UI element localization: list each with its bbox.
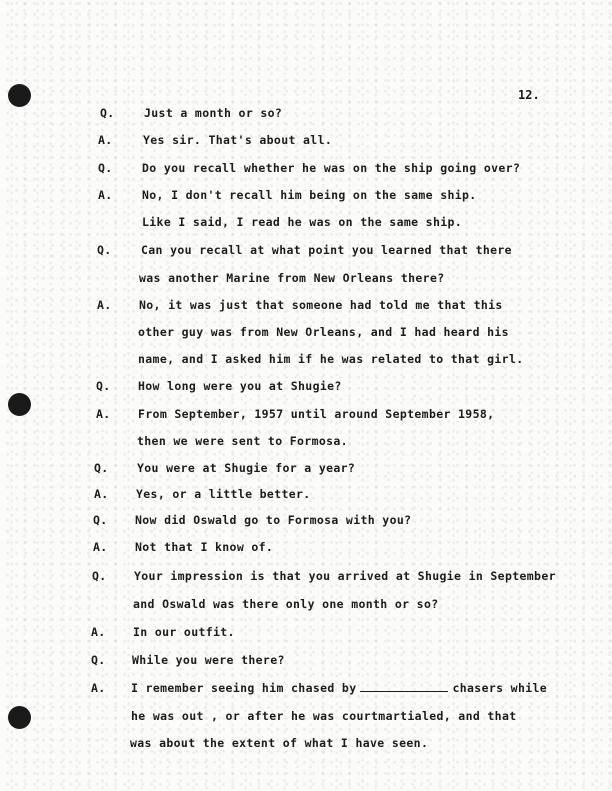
speaker-label: Q. xyxy=(94,461,109,475)
line-text: name, and I asked him if he was related to that girl. xyxy=(138,352,524,366)
line-text: In our outfit. xyxy=(133,625,235,639)
binder-hole xyxy=(8,84,31,107)
speaker-label: A. xyxy=(98,188,113,202)
line-text-before-blank: I remember seeing him chased by xyxy=(131,681,357,695)
speaker-label: A. xyxy=(98,133,113,147)
speaker-label: A. xyxy=(97,298,112,312)
line-text: Can you recall at what point you learned that there xyxy=(141,243,512,257)
line-text: Not that I know of. xyxy=(135,540,274,554)
speaker-label: A. xyxy=(91,625,106,639)
line-text: How long were you at Shugie? xyxy=(138,379,342,393)
binder-hole xyxy=(8,393,31,416)
speaker-label: Q. xyxy=(98,161,113,175)
line-text: No, I don't recall him being on the same ship. xyxy=(142,188,477,202)
speaker-label: Q. xyxy=(97,243,112,257)
line-text: You were at Shugie for a year? xyxy=(137,461,356,475)
line-text: was about the extent of what I have seen. xyxy=(130,736,429,750)
speaker-label: A. xyxy=(94,487,109,501)
line-text: then we were sent to Formosa. xyxy=(137,434,348,448)
line-text: other guy was from New Orleans, and I had heard his xyxy=(138,325,509,339)
speaker-label: Q. xyxy=(92,569,107,583)
line-text: he was out , or after he was courtmartialed, and that xyxy=(131,709,517,723)
line-text: Yes sir. That's about all. xyxy=(143,133,333,147)
speaker-label: Q. xyxy=(100,106,115,120)
speaker-label: Q. xyxy=(91,653,106,667)
speaker-label: A. xyxy=(91,681,106,695)
speaker-label: Q. xyxy=(93,513,108,527)
line-text: Yes, or a little better. xyxy=(136,487,311,501)
line-text: and Oswald was there only one month or so? xyxy=(133,597,439,611)
line-text: Just a month or so? xyxy=(144,106,283,120)
redaction-blank xyxy=(360,681,448,692)
line-text: Like I said, I read he was on the same ship. xyxy=(142,215,463,229)
line-text: While you were there? xyxy=(132,653,285,667)
line-text: No, it was just that someone had told me that this xyxy=(139,298,503,312)
line-text: From September, 1957 until around September 1958, xyxy=(138,407,495,421)
speaker-label: Q. xyxy=(96,379,111,393)
page-number: 12. xyxy=(518,88,540,102)
line-text xyxy=(131,681,547,695)
line-text-after-blank: chasers while xyxy=(452,681,548,695)
line-text: was another Marine from New Orleans there? xyxy=(139,271,445,285)
speaker-label: A. xyxy=(93,540,108,554)
line-text: Do you recall whether he was on the ship going over? xyxy=(142,161,521,175)
speaker-label: A. xyxy=(96,407,111,421)
binder-hole xyxy=(8,706,31,729)
line-text: Now did Oswald go to Formosa with you? xyxy=(135,513,412,527)
line-text: Your impression is that you arrived at Shugie in September xyxy=(134,569,556,583)
